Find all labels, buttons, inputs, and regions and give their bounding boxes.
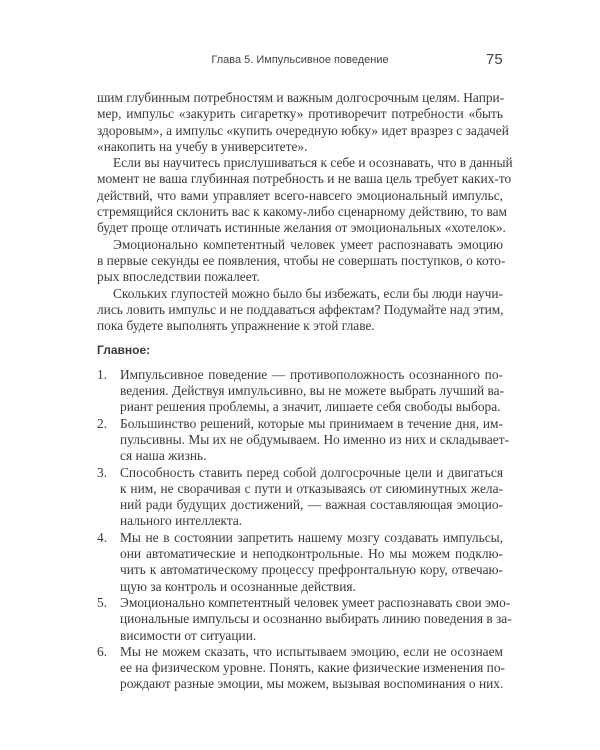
text-line: здоровым», а импульс «купить очередную юбку» идет вразрез с задачей <box>97 122 509 138</box>
text-line: циональные импульсы и осознанно выбирать линию поведения в за- <box>120 611 512 627</box>
text-line: они автоматические и неподконтрольные. Но мы можем подклю- <box>120 546 503 562</box>
text-line: пульсивны. Мы их не обдумываем. Но именно из них и складывает- <box>120 431 510 447</box>
chapter-title: Глава 5. Импульсивное поведение <box>211 54 389 66</box>
text-line: стремящийся склонить вас к какому-либо сценарному действию, то вам <box>97 204 508 220</box>
list-item <box>97 594 512 644</box>
text-line: риант решения проблемы, а значит, лишаете себя свободы выбора. <box>120 399 501 415</box>
summary-heading: Главное: <box>97 343 151 358</box>
text-line: будет проще отличать истинные желания от эмоциональных «хотелок». <box>97 220 506 236</box>
text-line: рых впоследствии пожалеет. <box>97 269 260 285</box>
text-line: ся наша жизнь. <box>120 448 207 464</box>
paragraph <box>97 90 509 155</box>
text-line: Способность ставить перед собой долгосрочные цели и двигаться <box>120 464 503 480</box>
text-line: шим глубинным потребностям и важным долгосрочным целям. Напри- <box>97 90 505 105</box>
text-line: в первые секунды ее появления, чтобы не совершать поступков, о кото- <box>97 252 506 268</box>
text-line: нального интеллекта. <box>120 513 243 529</box>
text-line: Эмоционально компетентный человек умеет распознавать свои эмо- <box>120 594 511 610</box>
list-number: 4. <box>97 529 108 545</box>
paragraph <box>97 155 513 236</box>
text-line: лись ловить импульс и не поддаваться аффектам? Подумайте над этим, <box>97 301 504 317</box>
text-line: к ним, не сворачивая с пути и отказываясь от сиюминутных жела- <box>120 480 503 496</box>
text-line: щую за контроль и осознанные действия. <box>120 578 356 594</box>
list-item <box>97 465 503 530</box>
text-line: момент не ваша глубинная потребность и не ваша цель требует каких-то <box>97 171 512 187</box>
text-line: Если вы научитесь прислушиваться к себе и осознавать, что в данный <box>113 155 513 171</box>
text-line: действий, что вами управляет всего-навсего эмоциональный импульс, <box>97 187 503 203</box>
list-number: 5. <box>97 594 108 610</box>
text-line: Большинство решений, которые мы принимаем в течение дня, им- <box>120 415 503 431</box>
text-line: чить к автоматическому процессу префронтальную кору, отвечаю- <box>120 562 503 578</box>
text-line: Скольких глупостей можно было бы избежать, если бы люди научи- <box>113 285 503 301</box>
text-line: «накопить на учебу в университете». <box>97 138 308 154</box>
list-item <box>97 415 510 465</box>
paragraph <box>97 236 506 286</box>
list-item <box>97 367 503 416</box>
text-line: Импульсивное поведение — противоположность осознанного по- <box>120 366 503 382</box>
list-number: 1. <box>97 366 108 382</box>
running-header <box>0 52 600 72</box>
list-number: 3. <box>97 464 108 480</box>
summary-list <box>97 366 512 693</box>
text-line: Мы не можем сказать, что испытываем эмоцию, если не осознаем <box>120 643 503 659</box>
list-item <box>97 530 503 595</box>
page-number: 75 <box>486 51 503 68</box>
list-item <box>97 644 503 693</box>
text-line: мер, импульс «закурить сигаретку» противоречит потребности «быть <box>97 106 503 122</box>
page-body <box>97 90 513 693</box>
text-line: Мы не в состоянии запретить нашему мозгу создавать импульсы, <box>120 529 503 545</box>
text-line: ний ради будущих достижений, — важная составляющая эмоцио- <box>120 497 503 513</box>
text-line: ведения. Действуя импульсивно, вы не можете выбрать лучший ва- <box>120 383 505 399</box>
list-number: 2. <box>97 415 108 431</box>
list-number: 6. <box>97 643 108 659</box>
text-line: пока будете выполнять упражнение к этой главе. <box>97 318 375 334</box>
text-line: ее на физическом уровне. Понять, какие физические изменения по- <box>120 660 505 676</box>
paragraph <box>97 286 503 335</box>
text-line: Эмоционально компетентный человек умеет распознавать эмоцию <box>113 236 503 252</box>
text-line: висимости от ситуации. <box>120 627 257 643</box>
text-line: рождают разные эмоции, мы можем, вызывая воспоминания о них. <box>120 676 504 692</box>
